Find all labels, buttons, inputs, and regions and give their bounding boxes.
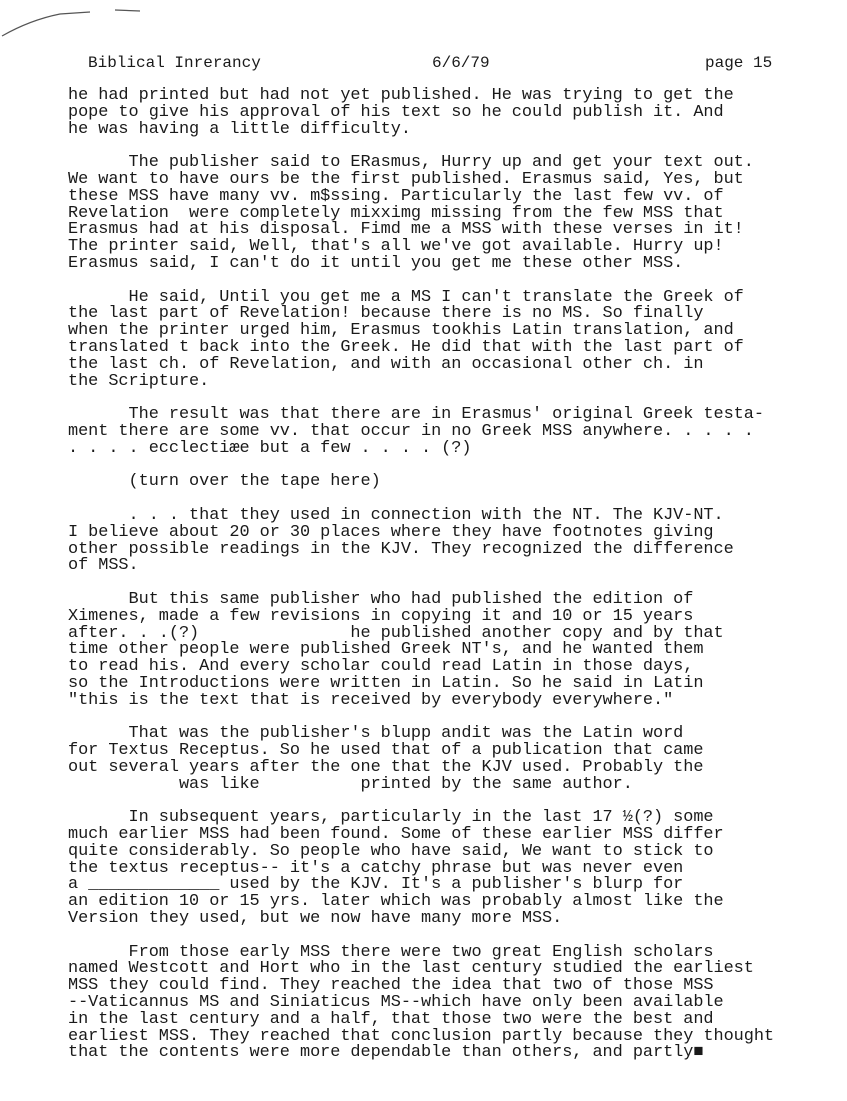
text-line: of MSS. — [68, 556, 139, 576]
text-line: quite considerably. So people who have said, We want to stick to — [68, 841, 714, 861]
text-line: I believe about 20 or 30 places where they have footnotes giving — [68, 522, 714, 542]
paragraph — [68, 589, 774, 710]
page-number: page 15 — [705, 54, 773, 72]
text-line: We want to have ours be the first published. Erasmus said, Yes, but — [68, 169, 744, 189]
text-line: . . . that they used in connection with the NT. The KJV-NT. — [68, 505, 724, 525]
text-line: Version they used, but we now have many more MSS. — [68, 909, 563, 929]
text-line: --Vaticannus MS and Siniaticus MS--which have only been available — [68, 993, 724, 1013]
text-line: these MSS have many vv. m$ssing. Particularly the last few vv. of — [68, 186, 724, 206]
text-line: an edition 10 or 15 yrs. later which was probably almost like the — [68, 892, 724, 912]
text-line: MSS they could find. They reached the idea that two of those MSS — [68, 976, 714, 996]
paragraph — [68, 155, 774, 273]
paragraph — [68, 407, 774, 457]
text-line: named Westcott and Hort who in the last century studied the earliest — [68, 959, 754, 979]
text-line: Erasmus said, I can't do it until you get me these other MSS. — [68, 253, 684, 273]
text-line: ment there are some vv. that occur in no Greek MSS anywhere. . . . . — [68, 421, 754, 441]
text-line: The result was that there are in Erasmus' original Greek testa- — [68, 405, 764, 425]
text-line: (turn over the tape here) — [68, 472, 381, 492]
text-line: the last ch. of Revelation, and with an occasional other ch. in — [68, 354, 704, 374]
text-line: pope to give his approval of his text so he could publish it. And — [68, 102, 724, 122]
text-line: out several years after the one that the KJV used. Probably the — [68, 757, 704, 777]
pen-scratch-mark — [0, 0, 160, 40]
text-line: that the contents were more dependable than others, and partly■ — [68, 1043, 704, 1063]
paragraph — [68, 810, 774, 928]
paragraph — [68, 942, 775, 1063]
text-line: translated t back into the Greek. He did that with the last part of — [68, 337, 744, 357]
paragraph — [68, 287, 774, 391]
text-line: From those early MSS there were two great English scholars — [68, 942, 714, 962]
text-line: so the Introductions were written in Latin. So he said in Latin — [68, 673, 704, 693]
document-date: 6/6/79 — [432, 54, 490, 72]
text-line: But this same publisher who had published the edition of — [68, 589, 694, 609]
text-line: Erasmus had at his disposal. Fimd me a MSS with these verses in it! — [68, 220, 744, 240]
text-line: when the printer urged him, Erasmus tookhis Latin translation, and — [68, 321, 734, 341]
text-line: the Scripture. — [68, 371, 210, 391]
paragraph — [68, 726, 774, 793]
document-body — [68, 88, 774, 1079]
text-line: in the last century and a half, that those two were the best and — [68, 1009, 714, 1029]
text-line: In subsequent years, particularly in the last 17 ½(?) some — [68, 808, 714, 828]
text-line: for Textus Receptus. So he used that of a publication that came — [68, 741, 704, 761]
text-line: That was the publisher's blupp andit was the Latin word — [68, 724, 684, 744]
text-line: The printer said, Well, that's all we've got available. Hurry up! — [68, 237, 724, 257]
text-line: much earlier MSS had been found. Some of these earlier MSS differ — [68, 825, 724, 845]
text-line: . . . . ecclectiæe but a few . . . . (?) — [68, 438, 472, 458]
paragraph — [68, 505, 774, 576]
text-line: he had printed but had not yet published. He was trying to get the — [68, 86, 734, 105]
text-line: after. . .(?) he published another copy and by that — [68, 623, 724, 643]
paragraph — [68, 88, 774, 138]
document-title: Biblical Inrerancy — [88, 54, 261, 72]
text-line: a _____________ used by the KJV. It's a publisher's blurp for — [68, 875, 684, 895]
text-line: the textus receptus-- it's a catchy phrase but was never even — [68, 858, 684, 878]
text-line: earliest MSS. They reached that conclusion partly because they thought — [68, 1026, 775, 1046]
text-line: other possible readings in the KJV. They recognized the difference — [68, 539, 734, 559]
text-line: the last part of Revelation! because there is no MS. So finally — [68, 304, 704, 324]
text-line: he was having a little difficulty. — [68, 119, 411, 139]
text-line: He said, Until you get me a MS I can't translate the Greek of — [68, 287, 744, 307]
text-line: "this is the text that is received by everybody everywhere." — [68, 690, 674, 710]
paragraph — [68, 474, 774, 491]
text-line: Revelation were completely mixximg missing from the few MSS that — [68, 203, 724, 223]
text-line: was like printed by the same author. — [68, 774, 633, 794]
text-line: The publisher said to ERasmus, Hurry up and get your text out. — [68, 153, 754, 173]
text-line: Ximenes, made a few revisions in copying it and 10 or 15 years — [68, 606, 694, 626]
text-line: to read his. And every scholar could read Latin in those days, — [68, 657, 694, 677]
text-line: time other people were published Greek NT's, and he wanted them — [68, 640, 704, 660]
